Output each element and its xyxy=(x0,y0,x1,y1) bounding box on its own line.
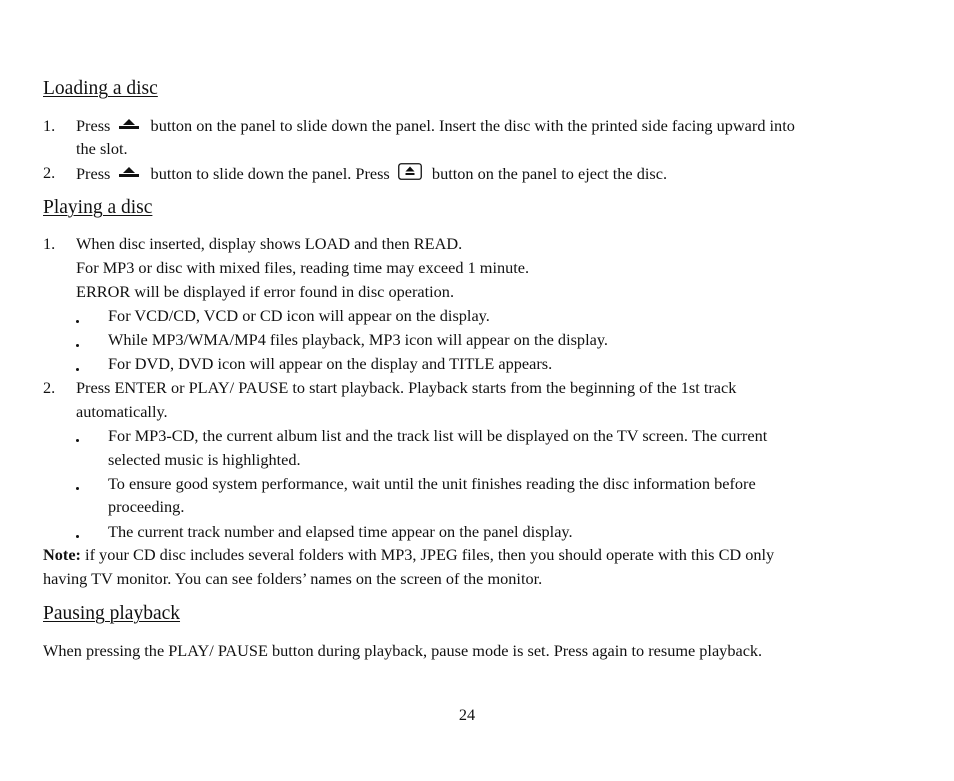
loading-step-1 xyxy=(76,118,795,136)
bullet-dot xyxy=(76,368,79,371)
loading-step-1-cont: the slot. xyxy=(76,139,128,158)
section-heading-pausing: Pausing playback xyxy=(43,603,181,624)
list-number: 2. xyxy=(43,378,56,397)
playing-step-1-line: When disc inserted, display shows LOAD and then READ. xyxy=(76,234,463,253)
bullet-item-cont: selected music is highlighted. xyxy=(108,450,301,469)
pausing-text: When pressing the PLAY/ PAUSE button during playback, pause mode is set. Press again to resume playback. xyxy=(43,641,763,660)
bullet-item: For DVD, DVD icon will appear on the display and TITLE appears. xyxy=(108,354,553,373)
bullet-item: For MP3-CD, the current album list and the track list will be displayed on the TV screen. The current xyxy=(108,426,768,445)
step-text: button on the panel to slide down the panel. Insert the disc with the printed side facing upward into xyxy=(150,116,795,135)
panel-slide-icon xyxy=(118,117,140,134)
step-text: button on the panel to eject the disc. xyxy=(431,163,668,183)
bullet-dot xyxy=(76,439,79,442)
bullet-item: While MP3/WMA/MP4 files playback, MP3 icon will appear on the display. xyxy=(108,330,608,349)
bullet-item: The current track number and elapsed time appear on the panel display. xyxy=(108,522,573,541)
bullet-dot xyxy=(76,535,79,538)
bullet-dot xyxy=(76,487,79,490)
list-number: 2. xyxy=(43,163,56,182)
bullet-dot xyxy=(76,344,79,347)
playing-step-1-line: For MP3 or disc with mixed files, reading time may exceed 1 minute. xyxy=(76,258,530,277)
note-paragraph-cont: having TV monitor. You can see folders’ names on the screen of the monitor. xyxy=(43,569,543,588)
bullet-dot xyxy=(76,320,79,323)
note-text: if your CD disc includes several folders with MP3, JPEG files, then you should operate with this CD only xyxy=(80,545,775,564)
loading-step-2 xyxy=(76,165,667,185)
playing-step-1-line: ERROR will be displayed if error found in disc operation. xyxy=(76,282,455,301)
playing-step-2-line: Press ENTER or PLAY/ PAUSE to start playback. Playback starts from the beginning of the 1st track xyxy=(76,378,737,397)
section-heading-playing: Playing a disc xyxy=(43,197,153,218)
step-text: button to slide down the panel. Press xyxy=(150,163,390,183)
eject-button-icon xyxy=(398,163,422,183)
note-paragraph xyxy=(43,547,774,563)
page-number: 24 xyxy=(458,705,476,724)
playing-step-2-line: automatically. xyxy=(76,402,168,421)
list-number: 1. xyxy=(43,234,56,253)
note-label: Note: xyxy=(43,545,81,564)
list-number: 1. xyxy=(43,116,56,135)
panel-slide-icon xyxy=(118,165,140,182)
press-text: Press xyxy=(76,116,111,135)
bullet-item: For VCD/CD, VCD or CD icon will appear on the display. xyxy=(108,306,490,325)
bullet-item-cont: proceeding. xyxy=(108,497,185,516)
bullet-item: To ensure good system performance, wait until the unit finishes reading the disc information before xyxy=(108,474,756,493)
section-heading-loading: Loading a disc xyxy=(43,78,158,99)
press-text: Press xyxy=(76,163,111,183)
